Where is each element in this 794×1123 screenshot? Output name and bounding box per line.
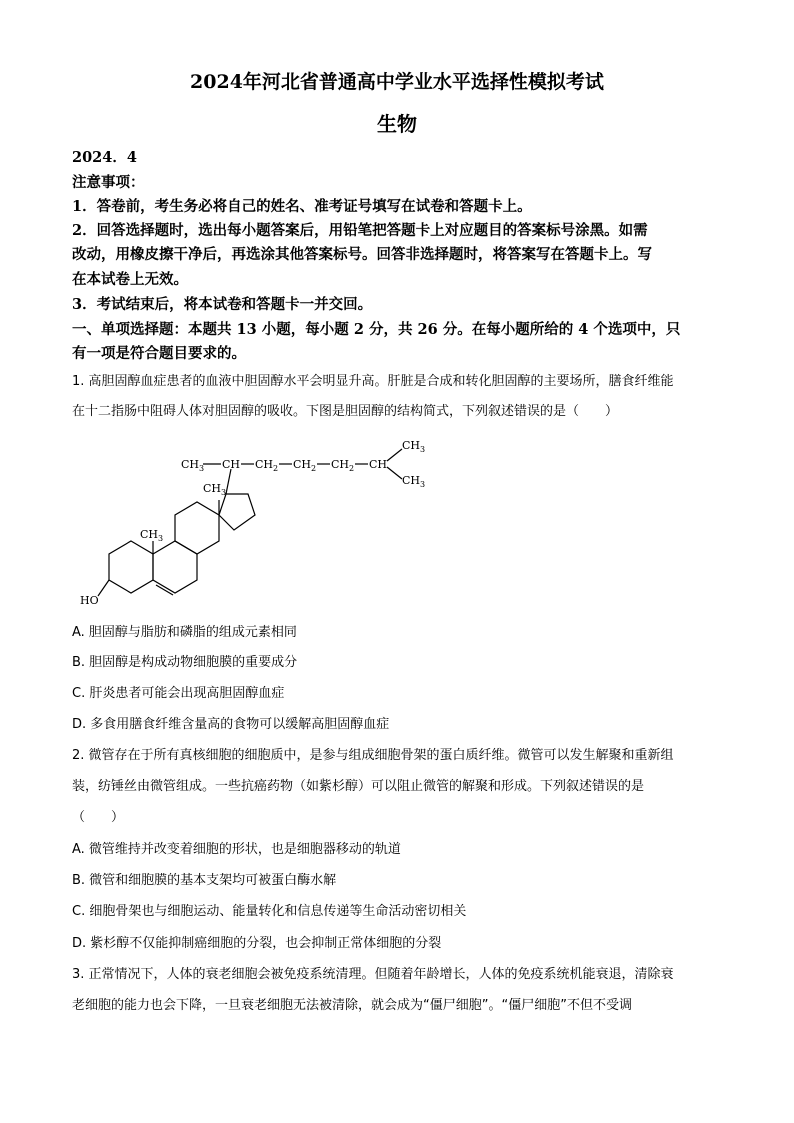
notice-heading: 注意事项： xyxy=(72,174,145,191)
question-3-stem: 3. 正常情况下，人体的衰老细胞会被免疫系统清理。但随着年龄增长，人体的免疫系统机能衰退，清除衰 xyxy=(72,967,674,982)
exam-date: 2024．4 xyxy=(72,149,137,166)
question-2-answer-bracket: （ ） xyxy=(72,810,125,825)
notice-item: 3．考试结束后，将本试卷和答题卡一并交回。 xyxy=(72,296,373,313)
chem-label-ch3: $CH_3$ xyxy=(402,474,426,489)
chem-label-ch: CH xyxy=(369,458,388,471)
chem-label-ch3: $CH_3$ xyxy=(140,528,164,543)
chem-label-ch2: $CH_2$ xyxy=(293,458,317,473)
question-1-option-a: A. 胆固醇与脂肪和磷脂的组成元素相同 xyxy=(72,625,297,640)
chem-label-ch2: $CH_2$ xyxy=(255,458,279,473)
question-1-stem-cont: 在十二指肠中阻碍人体对胆固醇的吸收。下图是胆固醇的结构简式，下列叙述错误的是（ ） xyxy=(72,404,619,419)
question-3-stem-cont: 老细胞的能力也会下降，一旦衰老细胞无法被清除，就会成为“僵尸细胞”。“僵尸细胞”不但不受调 xyxy=(72,998,632,1013)
question-1-option-b: B. 胆固醇是构成动物细胞膜的重要成分 xyxy=(72,655,298,670)
chem-label-ch3: $CH_3$ xyxy=(203,482,227,497)
cholesterol-structure-figure xyxy=(76,434,436,614)
question-2-option-d: D. 紫杉醇不仅能抑制癌细胞的分裂，也会抑制正常体细胞的分裂 xyxy=(72,936,442,951)
chem-label-ch2: $CH_2$ xyxy=(331,458,355,473)
question-2-stem: 2. 微管存在于所有真核细胞的细胞质中，是参与组成细胞骨架的蛋白质纤维。微管可以发生解聚和重新组 xyxy=(72,748,674,763)
question-2-option-c: C. 细胞骨架也与细胞运动、能量转化和信息传递等生命活动密切相关 xyxy=(72,904,467,919)
chem-label-ch3: $CH_3$ xyxy=(181,458,205,473)
notice-item: 2．回答选择题时，选出每小题答案后，用铅笔把答题卡上对应题目的答案标号涂黑。如需 xyxy=(72,222,648,239)
question-2-stem-cont: 装，纺锤丝由微管组成。一些抗癌药物（如紫杉醇）可以阻止微管的解聚和形成。下列叙述错误的是 xyxy=(72,779,645,794)
question-2-option-a: A. 微管维持并改变着细胞的形状，也是细胞器移动的轨道 xyxy=(72,842,401,857)
exam-title: 2024年河北省普通高中学业水平选择性模拟考试 xyxy=(190,71,604,93)
notice-item: 在本试卷上无效。 xyxy=(72,271,188,288)
cholesterol-structure-diagram xyxy=(76,434,436,614)
chem-label-ch: CH xyxy=(222,458,241,471)
chem-label-ho: HO xyxy=(80,594,99,607)
question-2-option-b: B. 微管和细胞膜的基本支架均可被蛋白酶水解 xyxy=(72,873,337,888)
chem-label-ch3: $CH_3$ xyxy=(402,439,426,454)
question-1-stem: 1. 高胆固醇血症患者的血液中胆固醇水平会明显升高。肝脏是合成和转化胆固醇的主要场所，膳食纤维能 xyxy=(72,374,674,389)
section-heading: 一、单项选择题：本题共 13 小题，每小题 2 分，共 26 分。在每小题所给的 4 个选项中，只 xyxy=(72,321,681,338)
section-heading-cont: 有一项是符合题目要求的。 xyxy=(72,345,246,362)
question-1-option-d: D. 多食用膳食纤维含量高的食物可以缓解高胆固醇血症 xyxy=(72,717,390,732)
notice-item: 1．答卷前，考生务必将自己的姓名、准考证号填写在试卷和答题卡上。 xyxy=(72,198,532,215)
notice-item: 改动，用橡皮擦干净后，再选涂其他答案标号。回答非选择题时，将答案写在答题卡上。写 xyxy=(72,246,652,263)
question-1-option-c: C. 肝炎患者可能会出现高胆固醇血症 xyxy=(72,686,285,701)
exam-subject: 生物 xyxy=(377,112,417,136)
